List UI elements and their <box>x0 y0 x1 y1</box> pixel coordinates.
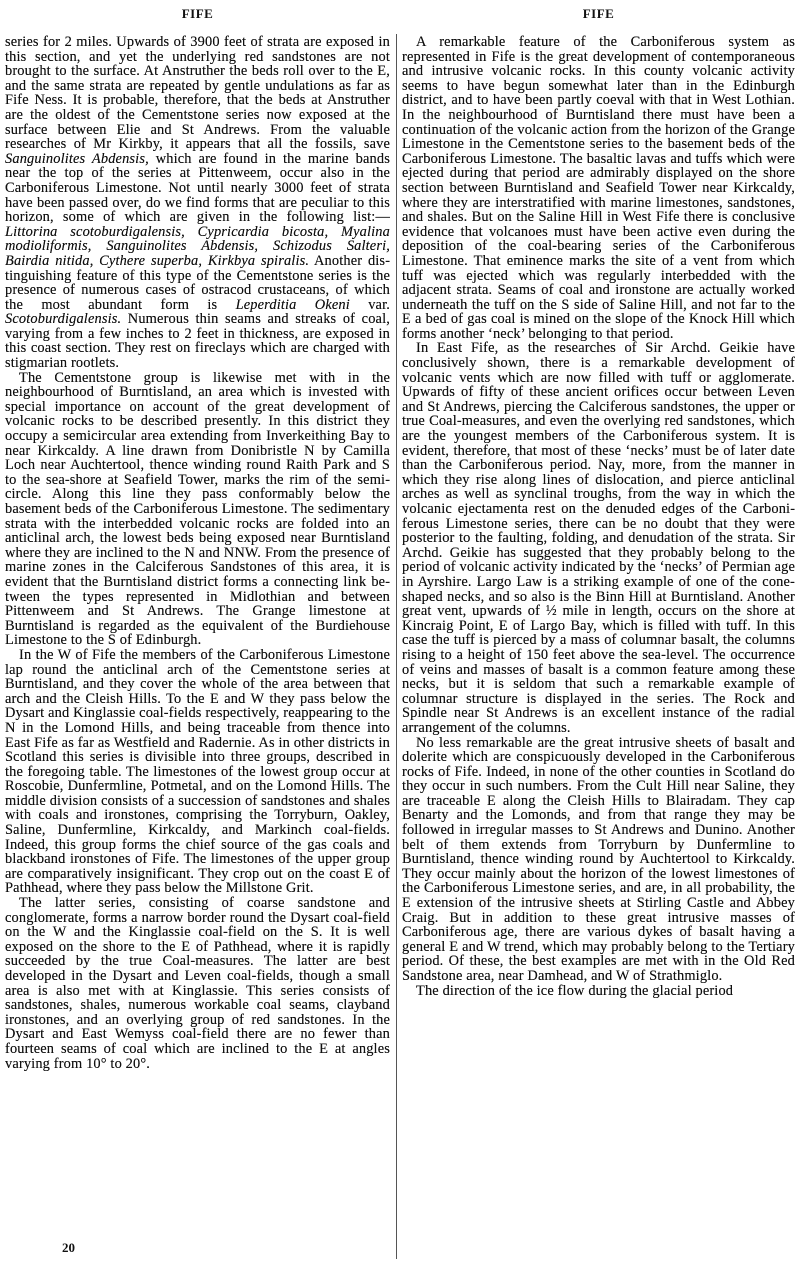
running-header: FIFE <box>582 6 615 21</box>
italic-taxon-text: Scotoburdigalensis. <box>5 311 122 328</box>
paragraph <box>5 648 390 896</box>
left-column <box>5 0 390 1071</box>
body-text: var. <box>349 296 390 313</box>
paragraph <box>5 371 390 648</box>
body-text: which are found in the marine bands near the top of the series at Pittenweem, occur also in the Carboniferous Limestone. Not until nearly 3000 feet of strata have been passed over, do we find forms that are peculiar to this horizon, some of which are given in the following list:— <box>5 150 390 226</box>
paragraph <box>402 341 795 735</box>
paragraph <box>402 35 795 341</box>
body-text: Numerous thin seams and streaks of coal, varying from a few inches to 2 feet in thickness, are exposed in this coast section. They rest on fireclays which are charged with stigmarian rootlets. <box>5 311 390 372</box>
column-divider <box>396 34 397 1259</box>
italic-taxon-text: Sanguinolites Abdensis, <box>5 150 149 167</box>
right-column-body <box>402 35 795 998</box>
body-text: series for 2 miles. Upwards of 3900 feet of strata are exposed in this section, and yet the underlying red sandstones are not brought to the surface. At Anstruther the beds roll over to the E, and the same strata are repeated by gentle undulations as far as Fife Ness. It is probable, therefore, that the beds at Anstruther are the oldest of the Cementstone series now exposed at the surface between Elie and St Andrews. From the valuable researches of Mr Kirkby, it appears that all the fossils, save <box>5 34 390 153</box>
paragraph <box>402 736 795 984</box>
body-text: The latter series, consisting of coarse sandstone and conglomerate, forms a narrow border round the Dysart coal-field on the W and the Kinglassie coal-field on the S. It is well exposed on the shore to the E of Pathhead, where it is rapidly succeeded by the true Coal-measures. The latter are best developed in the Dysart and Leven coal-fields, though a small area is also met with at Kinglassie. This series consists of sandstones, shales, numerous workable coal seams, clayband ironstones, and an overlying group of red sandstones. In the Dysart and East Wemyss coal-field there are no fewer than fourteen seams of coal which are inclined to the E at angles varying from 10° to 20°. <box>5 895 390 1072</box>
paragraph <box>402 984 795 999</box>
right-column <box>402 0 795 998</box>
body-text: The Cementstone group is likewise met with in the neighbourhood of Burntisland, an area which is invested with special importance on account of the great development of volcanic rocks to be described presently. In this district they occupy a semicircular area extending from Inverkeithing Bay to near Kirkcaldy. A line drawn from Donibristle N by Camilla Loch near Auchtertool, thence winding round Raith Park and S to the sea-shore at Seafield Tower, marks the rim of the semicircle. Along this line they pass conformably below the basement beds of the Carboniferous Limestone. The sedimentary strata with the interbedded volcanic rocks are folded into an anticlinal arch, the lowest beds being exposed near Burntisland where they are inclined to the N and NNW. From the presence of marine zones in the Calciferous Sandstones of this area, it is evident that the Burntisland district forms a connecting link between the types represented in Midlothian and between Pittenweem and St Andrews. The Grange limestone at Burntisland is regarded as the equivalent of the Burdiehouse Limestone to the S of Edinburgh. <box>5 369 390 649</box>
paragraph <box>5 35 390 371</box>
page-number: 20 <box>62 1240 75 1255</box>
body-text: No less remarkable are the great intrusive sheets of basalt and dolerite which are conspicuously developed in the Carboniferous rocks of Fife. Indeed, in none of the other counties in Scotland do they occur in such numbers. From the Cult Hill near Saline, they are traceable E along the Cleish Hills to Blairadam. They cap Benarty and the Lomonds, and from that range they may be followed in irregular masses to St Andrews and Dunino. Another belt of them extends from Torryburn by Dunfermline to Burntisland, thence winding round by Auchtertool to Kirkcaldy. They occur mainly about the horizon of the lowest limestones of the Carboniferous Limestone series, and are, in all probability, the E extension of the intrusive sheets at Stirling Castle and Abbey Craig. But in addition to these great intrusive masses of Carboniferous age, there are various dykes of basalt having a general E and W trend, which may probably belong to the Tertiary period. Of these, the best examples are met with in the Old Red Sandstone area, near Damhead, and W of Strathmiglo. <box>402 734 795 984</box>
italic-taxon-text: Littorina scotoburdigalensis, Cypricardia bicosta, Myalina modioliformis, Sanguinolites Abdensis, Schizodus Salteri, Bairdia nitida, Cythere superba, Kirkbya spiralis. <box>5 223 390 269</box>
left-column-body <box>5 35 390 1071</box>
body-text: The direction of the ice flow during the glacial period <box>416 982 734 999</box>
paragraph <box>5 896 390 1071</box>
body-text: Another distinguishing feature of this type of the Cementstone series is the presence of numerous cases of ostracod crustaceans, of which the most abundant form is <box>5 252 390 313</box>
running-header: FIFE <box>181 6 214 21</box>
body-text: In East Fife, as the researches of Sir Archd. Geikie have conclusively shown, there is a remarkable development of volcanic vents which are now filled with tuff or agglomerate. Upwards of fifty of these ancient orifices occur between Leven and St Andrews, piercing the Calciferous sandstones, the upper or true Coal-measures, and even the overlying red sandstones, which are the youngest members of the Carboniferous system. It is evident, therefore, that most of these ‘necks’ must be of later date than the Carboniferous period. Nay, more, from the manner in which they rise along lines of dislocation, and pierce anticlinal arches as well as synclinal troughs, from the way in which the volcanic ejectamenta rest on the denuded edges of the Carboniferous Limestone series, there can be no doubt that they were posterior to the faulting, folding, and denudation of the strata. Sir Archd. Geikie has suggested that they probably belong to the period of volcanic activity indicated by the ‘necks’ of Permian age in Ayrshire. Largo Law is a striking example of one of the cone-shaped necks, and so also is the Binn Hill at Burntisland. Another great vent, upwards of ½ mile in length, occurs on the shore at Kincraig Point, E of Largo Bay, which is filled with tuff. In this case the tuff is pierced by a mass of columnar basalt, the columns rising to a height of 150 feet above the sea-level. The occurrence of veins and masses of basalt is a common feature among these necks, but it is seldom that such a remarkable example of columnar structure is displayed in the series. The Rock and Spindle near St Andrews is an excellent instance of the radial arrangement of the columns. <box>402 340 795 736</box>
body-text: In the W of Fife the members of the Carboniferous Limestone lap round the anticlinal arch of the Cementstone series at Burntisland, and they cover the whole of the area between that arch and the Cleish Hills. To the E and W they pass below the Dysart and Kinglassie coal-fields respectively, reappearing to the N in the Lomond Hills, and being traceable from thence into East Fife as far as Westfield and Radernie. As in other districts in Scotland this series is divisible into three groups, described in the foregoing table. The limestones of the lowest group occur at Roscobie, Dunfermline, Potmetal, and on the Lomond Hills. The middle division consists of a succession of sandstones and shales with coals and ironstones, comprising the Torryburn, Oakley, Saline, Dunfermline, Kirkcaldy, and Markinch coal-fields. Indeed, this group forms the chief source of the gas coals and blackband ironstones of Fife. The limestones of the upper group are comparatively insignificant. They crop out on the coast E of Pathhead, where they pass below the Millstone Grit. <box>5 646 390 897</box>
italic-taxon-text: Leperditia Okeni <box>235 296 350 313</box>
body-text: A remarkable feature of the Carboniferous system as represented in Fife is the great development of contemporaneous and intrusive volcanic rocks. In this county volcanic activity seems to have begun somewhat later than in the Edinburgh district, and to have been partly coeval with that in West Lothian. In the neighbourhood of Burntisland there must have been a continuation of the volcanic action from the horizon of the Grange Limestone in the Cementstone series to the basement beds of the Carboniferous Limestone. The basaltic lavas and tuffs which were ejected during that period are admirably displayed on the shore section between Burntisland and Seafield Tower near Kirkcaldy, where they are interstratified with marine limestones, sandstones, and shales. But on the Saline Hill in West Fife there is conclusive evidence that volcanoes must have been active even during the deposition of the coal-bearing series of the Carboniferous Limestone. That eminence marks the site of a vent from which tuff was ejected which was regularly interbedded with the adjacent strata. Seams of coal and ironstone are actually worked underneath the tuff on the S side of Saline Hill, and not far to the E a bed of gas coal is mined on the slope of the Knock Hill which forms another ‘neck’ belonging to that period. <box>402 34 795 342</box>
